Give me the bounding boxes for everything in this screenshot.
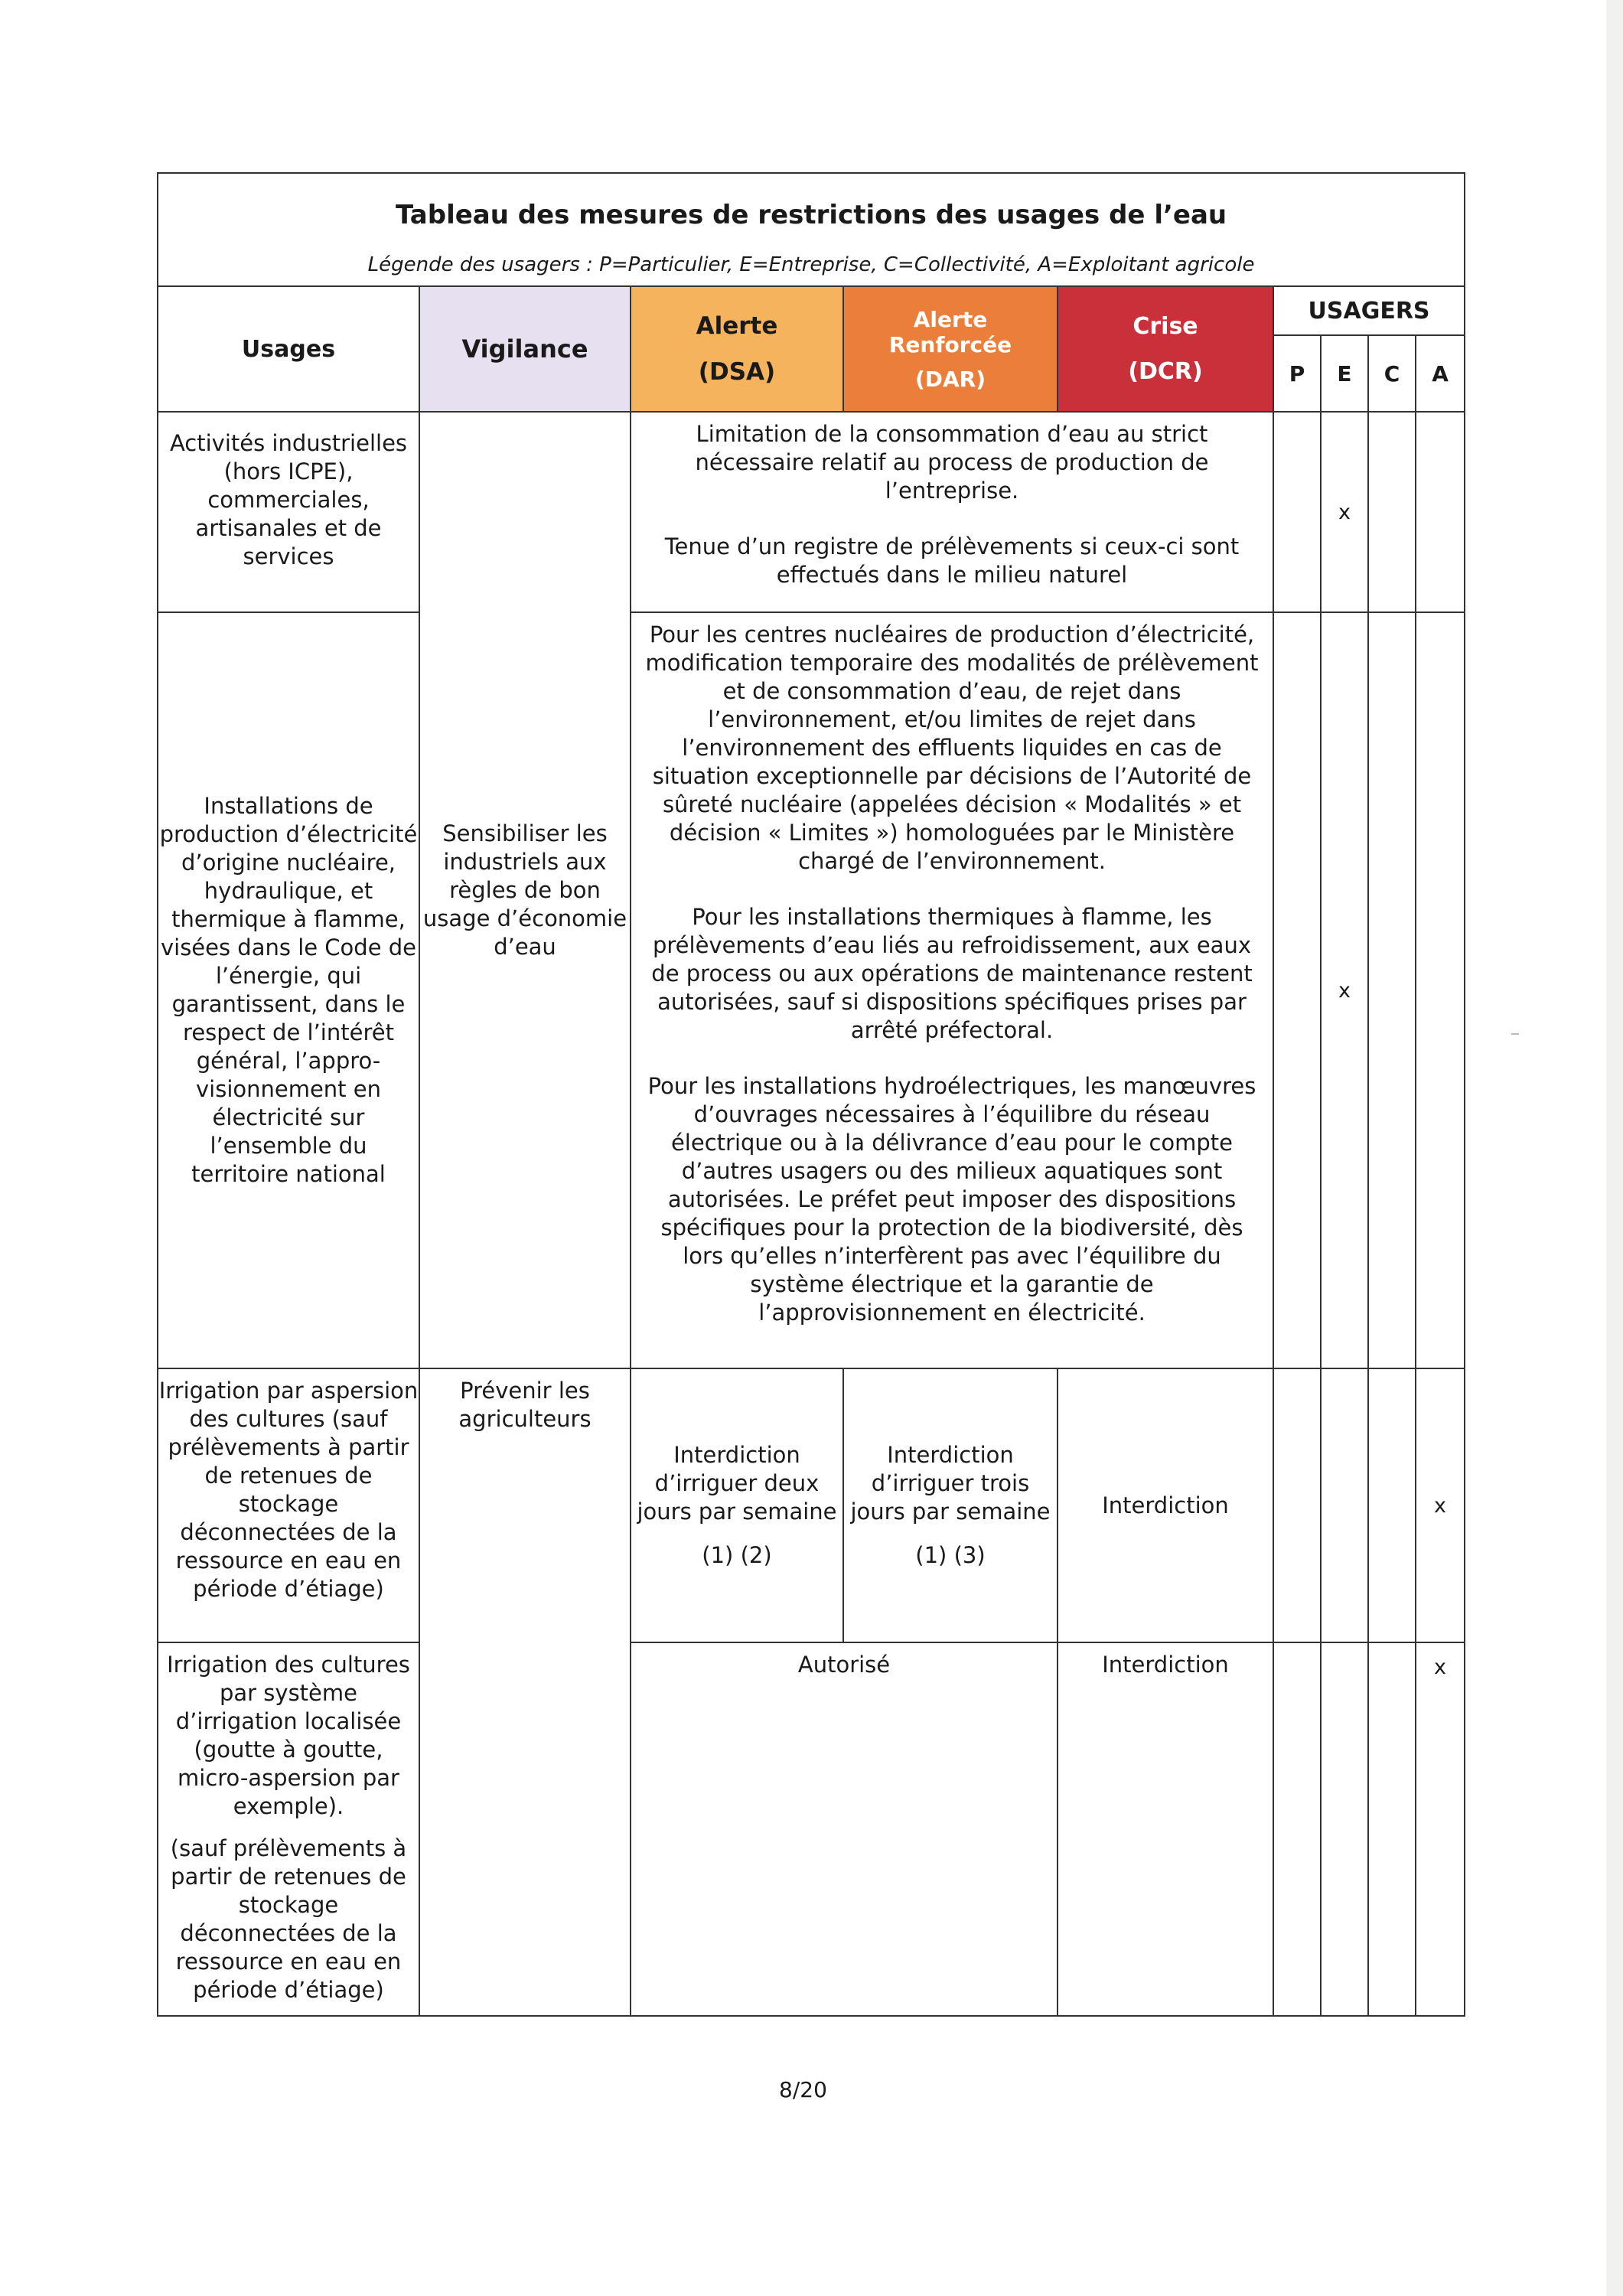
- row1-measure-b: Tenue d’un registre de prélèvements si ceux-ci sont effectués dans le milieu naturel: [664, 533, 1240, 588]
- row3-alerte-note: (1) (2): [702, 1542, 772, 1568]
- row3-alerte: [631, 1368, 843, 1642]
- row2-measure-a: Pour les centres nucléaires de production d’électricité, modification temporaire des modalités de prélèvement et de consommation d’eau, de rejet dans l’environnement, et/ou limites de rejet dans l’environnement des effluents liquides en cas de situation exceptionnelle par décisions de l’Autorité de sûreté nucléaire (appelées décision « Modalités » et décision « Limites ») homologuées par le Ministère chargé de l’environnement.: [645, 621, 1259, 874]
- row2-e-mark: x: [1321, 612, 1368, 1368]
- header-alerte-renforcee: [843, 286, 1058, 412]
- restrictions-table: [157, 172, 1465, 2017]
- header-alerte: [631, 286, 843, 412]
- header-crise-label: Crise: [1133, 313, 1198, 340]
- row2-p: [1273, 612, 1321, 1368]
- row1-measures: [631, 412, 1273, 612]
- row4-usage: [158, 1642, 419, 2016]
- row4-alerte-renforcee: Autorisé: [631, 1642, 1058, 2016]
- header-e: E: [1321, 335, 1368, 412]
- header-usagers: USAGERS: [1273, 286, 1465, 335]
- row4-e: [1321, 1642, 1368, 2016]
- row1-c: [1368, 412, 1416, 612]
- row3-renforcee-text: Interdiction d’irriguer trois jours par semaine: [850, 1442, 1051, 1525]
- header-crise-code: (DCR): [1128, 358, 1203, 385]
- scan-speck: [1511, 1033, 1519, 1035]
- row3-alerte-text: Interdiction d’irriguer deux jours par semaine: [637, 1442, 837, 1525]
- vigilance-agri: Prévenir les agriculteurs: [419, 1368, 631, 2016]
- header-c: C: [1368, 335, 1416, 412]
- row4-usage-b: (sauf prélèvements à partir de retenues de stockage déconnectées de la ressource en eau en période d’étiage): [170, 1835, 407, 2003]
- row3-a-mark: x: [1416, 1368, 1465, 1642]
- row4-usage-a: Irrigation des cultures par système d’irrigation localisée (goutte à goutte, micro-aspersion par exemple).: [167, 1652, 410, 1819]
- header-p: P: [1273, 335, 1321, 412]
- row1-e-mark: x: [1321, 412, 1368, 612]
- table-legend: Légende des usagers : P=Particulier, E=Entreprise, C=Collectivité, A=Exploitant agricole: [367, 253, 1255, 276]
- header-alerte-label: Alerte: [696, 312, 778, 340]
- header-usages: Usages: [158, 286, 419, 412]
- row1-p: [1273, 412, 1321, 612]
- header-vigilance: Vigilance: [419, 286, 631, 412]
- row4-a-mark: x: [1416, 1642, 1465, 2016]
- row2-c: [1368, 612, 1416, 1368]
- row4-c: [1368, 1642, 1416, 2016]
- table-title-cell: [158, 173, 1465, 286]
- row3-crise: Interdiction: [1058, 1368, 1273, 1642]
- header-crise: [1058, 286, 1273, 412]
- row1-usage: Activités industrielles (hors ICPE), commerciales, artisanales et de services: [158, 412, 419, 612]
- row4-p: [1273, 1642, 1321, 2016]
- row3-usage: Irrigation par aspersion des cultures (sauf prélèvements à partir de retenues de stockage déconnectées de la ressource en eau en période d’étiage): [158, 1368, 419, 1642]
- vigilance-industry: Sensibiliser les industriels aux règles de bon usage d’économie d’eau: [419, 412, 631, 1368]
- row4-crise: Interdiction: [1058, 1642, 1273, 2016]
- row3-p: [1273, 1368, 1321, 1642]
- row3-c: [1368, 1368, 1416, 1642]
- row2-a: [1416, 612, 1465, 1368]
- row1-measure-a: Limitation de la consommation d’eau au strict nécessaire relatif au process de production de l’entreprise.: [695, 421, 1209, 504]
- page-number: 8/20: [779, 2077, 827, 2102]
- header-renforcee-line1: Alerte: [913, 306, 988, 332]
- row3-renforcee-note: (1) (3): [915, 1542, 986, 1568]
- row2-measures: [631, 612, 1273, 1368]
- row1-a: [1416, 412, 1465, 612]
- header-renforcee-line2: Renforcée: [888, 331, 1012, 357]
- header-a: A: [1416, 335, 1465, 412]
- page-edge: [1606, 0, 1623, 2296]
- row2-usage: Installations de production d’électricité d’origine nucléaire, hydraulique, et thermique à flamme, visées dans le Code de l’énergie, qui garantissent, dans le respect de l’intérêt général, l’appro-visionnement en électricité sur l’ensemble du territoire national: [158, 612, 419, 1368]
- row2-measure-c: Pour les installations hydroélectriques, les manœuvres d’ouvrages nécessaires à l’équilibre du réseau électrique ou à la délivrance d’eau pour le compte d’autres usagers ou des milieux aquatiques sont autorisées. Le préfet peut imposer des dispositions spécifiques pour la protection de la biodiversité, dès lors qu’elles n’interfèrent pas avec l’équilibre du système électrique et la garantie de l’approvisionnement en électricité.: [647, 1073, 1256, 1326]
- row2-measure-b: Pour les installations thermiques à flamme, les prélèvements d’eau liés au refroidissement, aux eaux de process ou aux opérations de maintenance restent autorisées, sauf si dispositions spécifiques prises par arrêté préfectoral.: [651, 904, 1253, 1043]
- row3-e: [1321, 1368, 1368, 1642]
- header-alerte-code: (DSA): [698, 358, 776, 386]
- table-title: Tableau des mesures de restrictions des usages de l’eau: [395, 200, 1227, 230]
- header-renforcee-code: (DAR): [914, 366, 986, 392]
- row3-renforcee: [843, 1368, 1058, 1642]
